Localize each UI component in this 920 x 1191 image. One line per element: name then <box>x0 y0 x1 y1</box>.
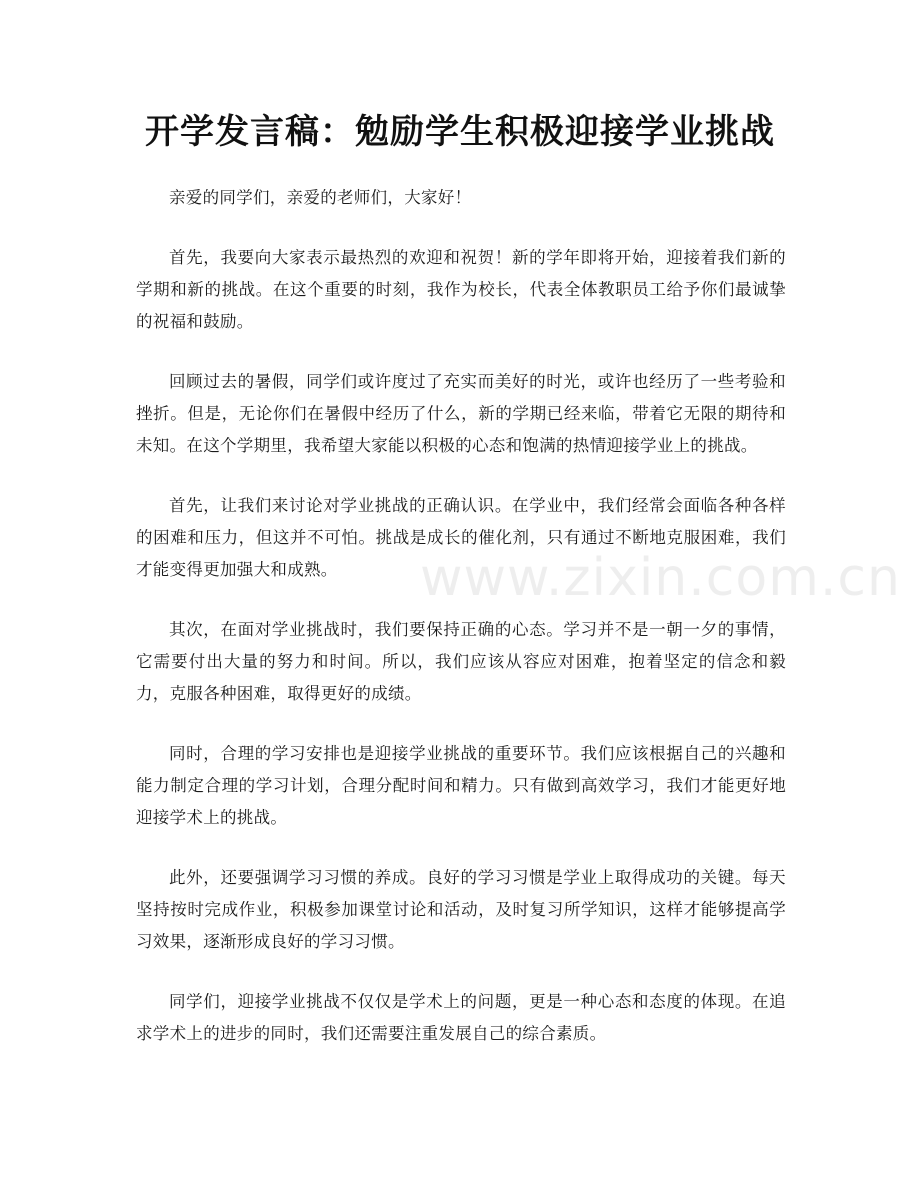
paragraph-right-mindset: 其次，在面对学业挑战时，我们要保持正确的心态。学习并不是一朝一夕的事情，它需要付出大量的努力和时间。所以，我们应该从容应对困难，抱着坚定的信念和毅力，克服各种困难，取得更好的成绩。 <box>136 620 786 703</box>
paragraph-overall-quality: 同学们，迎接学业挑战不仅仅是学术上的问题，更是一种心态和态度的体现。在追求学术上的进步的同时，我们还需要注重发展自己的综合素质。 <box>136 992 786 1043</box>
paragraph-summer-review: 回顾过去的暑假，同学们或许度过了充实而美好的时光，或许也经历了一些考验和挫折。但是，无论你们在暑假中经历了什么，新的学期已经来临，带着它无限的期待和未知。在这个学期里，我希望大家能以积极的心态和饱满的热情迎接学业上的挑战。 <box>136 372 786 455</box>
paragraph-welcome: 首先，我要向大家表示最热烈的欢迎和祝贺！新的学年即将开始，迎接着我们新的学期和新的挑战。在这个重要的时刻，我作为校长，代表全体教职员工给予你们最诚挚的祝福和鼓励。 <box>136 248 786 331</box>
paragraph-study-habits: 此外，还要强调学习习惯的养成。良好的学习习惯是学业上取得成功的关键。每天坚持按时完成作业，积极参加课堂讨论和活动，及时复习所学知识，这样才能够提高学习效果，逐渐形成良好的学习习惯。 <box>136 868 786 951</box>
document-body <box>136 182 786 1078</box>
watermark: www.zixin.com.cn <box>420 548 901 608</box>
document-title: 开学发言稿：勉励学生积极迎接学业挑战 <box>145 112 775 152</box>
paragraph-study-plan: 同时，合理的学习安排也是迎接学业挑战的重要环节。我们应该根据自己的兴趣和能力制定合理的学习计划，合理分配时间和精力。只有做到高效学习，我们才能更好地迎接学术上的挑战。 <box>136 744 786 827</box>
paragraph-correct-understanding: 首先，让我们来讨论对学业挑战的正确认识。在学业中，我们经常会面临各种各样的困难和压力，但这并不可怕。挑战是成长的催化剂，只有通过不断地克服困难，我们才能变得更加强大和成熟。 <box>136 496 786 579</box>
paragraph-greeting: 亲爱的同学们，亲爱的老师们，大家好！ <box>169 188 472 207</box>
